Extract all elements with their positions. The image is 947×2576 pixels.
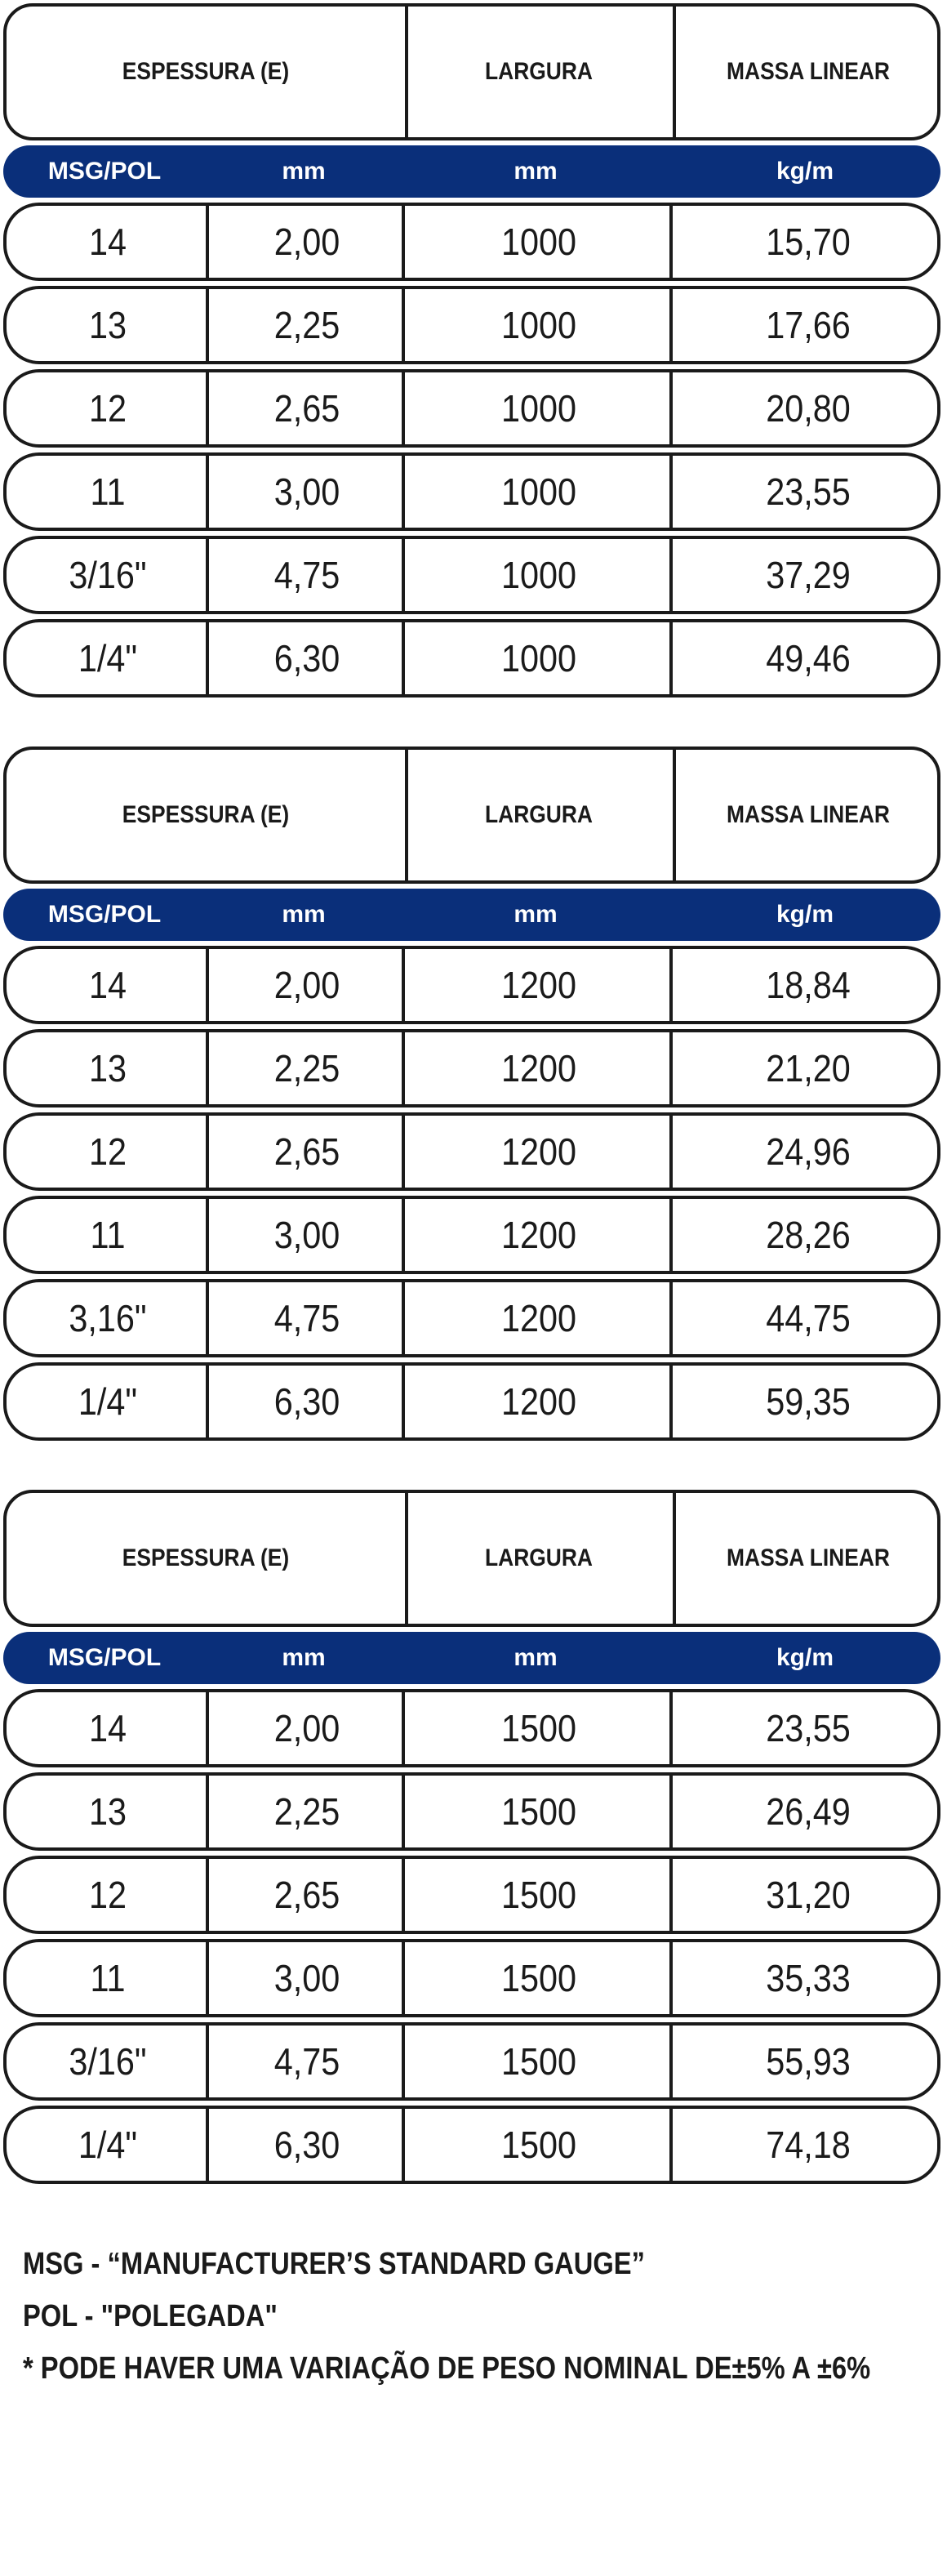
- table-row: [3, 286, 940, 364]
- cell-width: 1200: [500, 1130, 577, 1173]
- cell-mm: 2,25: [273, 1790, 340, 1833]
- cell-width: 1500: [500, 1957, 577, 1999]
- unit-bar: [3, 889, 940, 941]
- table-row: [3, 1196, 940, 1274]
- unit-bar: [3, 1632, 940, 1684]
- footnote-variation: * PODE HAVER UMA VARIAÇÃO DE PESO NOMINAL DE±5% A ±6%: [23, 2351, 871, 2386]
- header-largura: LARGURA: [485, 801, 593, 828]
- footnote-msg: MSG - “MANUFACTURER’S STANDARD GAUGE”: [23, 2247, 645, 2281]
- table-row: [3, 203, 940, 281]
- cell-mass: 49,46: [766, 637, 851, 680]
- table-row: [3, 536, 940, 614]
- table-row: [3, 2022, 940, 2101]
- cell-width: 1500: [500, 2040, 577, 2083]
- unit-mm-thickness: mm: [282, 158, 326, 185]
- cell-mm: 2,00: [273, 221, 340, 263]
- unit-mm-thickness: mm: [282, 1644, 326, 1671]
- cell-mm: 6,30: [273, 2124, 340, 2166]
- cell-gauge: 3,16": [69, 1297, 147, 1339]
- cell-gauge: 13: [88, 1790, 127, 1833]
- cell-width: 1500: [500, 1790, 577, 1833]
- cell-mm: 2,00: [273, 1707, 340, 1749]
- footnote-pol: POL - "POLEGADA": [23, 2299, 278, 2333]
- unit-kgm: kg/m: [776, 1644, 834, 1671]
- header-espessura: ESPESSURA (E): [122, 1544, 290, 1571]
- footnotes: [23, 2238, 947, 2395]
- table-row: [3, 1029, 940, 1108]
- table-row: [3, 1772, 940, 1851]
- header-massa-linear: MASSA LINEAR: [727, 58, 890, 85]
- table-header-row: [3, 3, 940, 140]
- cell-width: 1500: [500, 1707, 577, 1749]
- cell-width: 1200: [500, 964, 577, 1006]
- cell-width: 1500: [500, 2124, 577, 2166]
- table-header-row: [3, 1490, 940, 1627]
- table-row: [3, 452, 940, 531]
- cell-mm: 2,65: [273, 1874, 340, 1916]
- cell-mass: 55,93: [766, 2040, 851, 2083]
- cell-gauge: 3/16": [69, 554, 147, 596]
- cell-width: 1200: [500, 1380, 577, 1423]
- cell-mass: 23,55: [766, 1707, 851, 1749]
- spec-table-3: [0, 1490, 947, 2189]
- unit-mm-thickness: mm: [282, 901, 326, 928]
- cell-mass: 31,20: [766, 1874, 851, 1916]
- spec-table-1: [0, 3, 947, 702]
- cell-mm: 3,00: [273, 1214, 340, 1256]
- table-row: [3, 1362, 940, 1441]
- cell-gauge: 12: [88, 1874, 127, 1916]
- cell-mm: 6,30: [273, 1380, 340, 1423]
- header-massa-linear: MASSA LINEAR: [727, 1544, 890, 1571]
- table-row: [3, 1112, 940, 1191]
- cell-width: 1000: [500, 221, 577, 263]
- cell-mm: 6,30: [273, 637, 340, 680]
- unit-mm-width: mm: [514, 901, 558, 928]
- cell-gauge: 11: [90, 470, 126, 513]
- cell-width: 1000: [500, 470, 577, 513]
- cell-mm: 4,75: [273, 554, 340, 596]
- cell-width: 1000: [500, 637, 577, 680]
- cell-gauge: 3/16": [69, 2040, 147, 2083]
- cell-gauge: 14: [88, 964, 127, 1006]
- unit-msg-pol: MSG/POL: [47, 901, 162, 928]
- cell-gauge: 13: [88, 1047, 127, 1090]
- cell-width: 1000: [500, 304, 577, 346]
- header-espessura: ESPESSURA (E): [122, 801, 290, 828]
- header-largura: LARGURA: [485, 1544, 593, 1571]
- unit-kgm: kg/m: [776, 158, 834, 185]
- cell-mass: 28,26: [766, 1214, 851, 1256]
- cell-mm: 4,75: [273, 2040, 340, 2083]
- cell-mass: 59,35: [766, 1380, 851, 1423]
- table-header-row: [3, 747, 940, 884]
- table-row: [3, 1279, 940, 1357]
- cell-width: 1000: [500, 387, 577, 430]
- cell-width: 1500: [500, 1874, 577, 1916]
- cell-gauge: 13: [88, 304, 127, 346]
- table-row: [3, 2106, 940, 2184]
- header-largura: LARGURA: [485, 58, 593, 85]
- cell-gauge: 11: [90, 1214, 126, 1256]
- cell-mm: 2,25: [273, 1047, 340, 1090]
- cell-mass: 26,49: [766, 1790, 851, 1833]
- cell-mass: 18,84: [766, 964, 851, 1006]
- unit-mm-width: mm: [514, 158, 558, 185]
- table-row: [3, 1939, 940, 2017]
- cell-gauge: 14: [88, 1707, 127, 1749]
- unit-bar: [3, 145, 940, 198]
- cell-width: 1200: [500, 1047, 577, 1090]
- cell-mass: 35,33: [766, 1957, 851, 1999]
- cell-gauge: 14: [88, 221, 127, 263]
- cell-mass: 21,20: [766, 1047, 851, 1090]
- cell-mm: 2,65: [273, 1130, 340, 1173]
- cell-gauge: 12: [88, 387, 127, 430]
- cell-mm: 4,75: [273, 1297, 340, 1339]
- cell-mass: 24,96: [766, 1130, 851, 1173]
- table-row: [3, 369, 940, 448]
- header-massa-linear: MASSA LINEAR: [727, 801, 890, 828]
- cell-width: 1200: [500, 1297, 577, 1339]
- cell-mass: 17,66: [766, 304, 851, 346]
- cell-mass: 74,18: [766, 2124, 851, 2166]
- spec-table-2: [0, 747, 947, 1446]
- table-row: [3, 619, 940, 697]
- cell-gauge: 1/4": [78, 637, 138, 680]
- table-row: [3, 1689, 940, 1767]
- cell-width: 1000: [500, 554, 577, 596]
- cell-mm: 3,00: [273, 1957, 340, 1999]
- cell-mm: 3,00: [273, 470, 340, 513]
- table-row: [3, 1856, 940, 1934]
- cell-mass: 23,55: [766, 470, 851, 513]
- unit-kgm: kg/m: [776, 901, 834, 928]
- cell-mm: 2,00: [273, 964, 340, 1006]
- cell-width: 1200: [500, 1214, 577, 1256]
- table-row: [3, 946, 940, 1024]
- unit-mm-width: mm: [514, 1644, 558, 1671]
- cell-mass: 44,75: [766, 1297, 851, 1339]
- cell-gauge: 1/4": [78, 1380, 138, 1423]
- cell-mass: 20,80: [766, 387, 851, 430]
- cell-mass: 37,29: [766, 554, 851, 596]
- unit-msg-pol: MSG/POL: [47, 1644, 162, 1671]
- cell-mm: 2,65: [273, 387, 340, 430]
- unit-msg-pol: MSG/POL: [47, 158, 162, 185]
- header-espessura: ESPESSURA (E): [122, 58, 290, 85]
- cell-mass: 15,70: [766, 221, 851, 263]
- cell-gauge: 1/4": [78, 2124, 138, 2166]
- cell-gauge: 11: [90, 1957, 126, 1999]
- cell-gauge: 12: [88, 1130, 127, 1173]
- cell-mm: 2,25: [273, 304, 340, 346]
